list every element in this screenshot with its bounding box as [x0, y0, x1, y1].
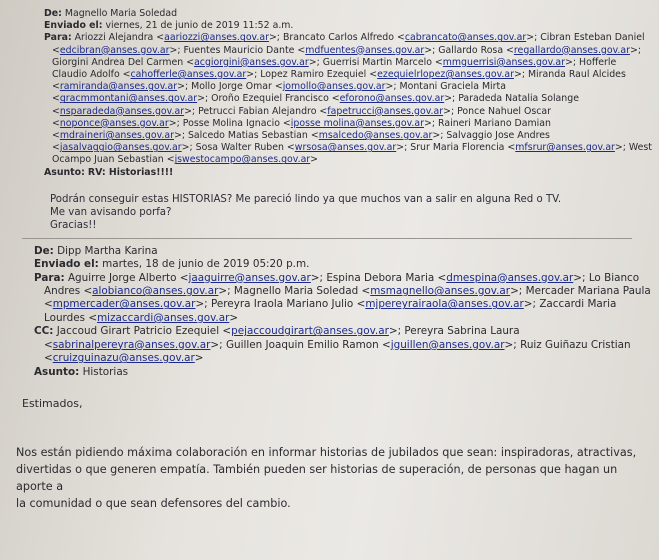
recipient-email-link[interactable]: msmagnello@anses.gov.ar: [370, 285, 511, 298]
recipient-name: West Ocampo Juan Sebastian: [52, 142, 652, 166]
sent-date: viernes, 21 de junio de 2019 11:52 a.m.: [105, 20, 294, 32]
recipient-name: Ponce Nahuel Oscar: [457, 105, 552, 117]
recipient-email-link[interactable]: edcibran@anses.gov.ar: [59, 44, 170, 56]
recipients: Ariozzi Alejandra <aariozzi@anses.gov.ar>; Brancato Carlos Alfredo <cabrancato@anses.gov.ar>; Cibran Esteban Daniel <edcibran@anses.gov.ar>; Fuentes Mauricio Dante <mdfuentes@anses.gov.ar>; Gallardo Rosa <regallardo@anses.gov.ar>; Giorgini Andrea Del Carmen <acgiorgini@anses.gov.ar>; Guerrisi Martin Marcelo <mmguerrisi@anses.gov.ar>; Hofferle Claudio Adolfo <cahofferle@anses.gov.ar>; Lopez Ramiro Ezequiel <ezequielrlopez@anses.gov.ar>; Miranda Raul Alcides <ramiranda@anses.gov.ar>; Mollo Jorge Omar <jomollo@anses.gov.ar>; Montani Graciela Mirta <gracmmontani@anses.gov.ar>; Oroño Ezequiel Francisco <eforono@anses.gov.ar>; Paradeda Natalia Solange <nsparadeda@anses.gov.ar>; Petrucci Fabian Alejandro <fapetrucci@anses.gov.ar>; Ponce Nahuel Oscar <noponce@anses.gov.ar>; Posse Molina Ignacio <iposse molina@anses.gov.ar>; Raineri Mariano Damian <mdraineri@anses.gov.ar>; Salcedo Matias Sebastian <msalcedo@anses.gov.ar>; Salvaggio Jose Andres <jasalvaggio@anses.gov.ar>; Sosa Walter Ruben <wrsosa@anses.gov.ar>; Srur Maria Florencia <mfsrur@anses.gov.ar>; West Ocampo Juan Sebastian <jswestocampo@anses.gov.ar>: [52, 32, 652, 166]
recipient-email-link[interactable]: mmguerrisi@anses.gov.ar: [442, 56, 566, 68]
recipient-name: Sosa Walter Ruben: [195, 142, 284, 154]
recipient-email-link[interactable]: acgiorgini@anses.gov.ar: [194, 56, 309, 68]
body-line: divertidas o que generen empatía. También pueden ser historias de superación, de personas que hagan un aporte a: [16, 462, 618, 493]
sent-date: martes, 18 de junio de 2019 05:20 p.m.: [102, 258, 310, 271]
recipient-email-link[interactable]: cahofferle@anses.gov.ar: [130, 69, 247, 81]
sender-name: Dipp Martha Karina: [57, 244, 158, 257]
recipient-email-link[interactable]: jaaguirre@anses.gov.ar: [188, 271, 311, 284]
recipient-name: Magnello Maria Soledad: [233, 285, 359, 298]
recipient-email-link[interactable]: ramiranda@anses.gov.ar: [59, 81, 178, 93]
recipient-name: Petrucci Fabian Alejandro: [198, 105, 317, 117]
recipient-email-link[interactable]: eforono@anses.gov.ar: [339, 93, 445, 105]
recipient-email-link[interactable]: mfsrur@anses.gov.ar: [515, 142, 615, 154]
recipient-name: Posse Molina Ignacio: [182, 117, 280, 129]
body-line: Podrán conseguir estas HISTORIAS? Me pareció lindo ya que muchos van a salir en alguna Red o TV.: [50, 193, 562, 205]
recipient-name: Montani Graciela Mirta: [399, 81, 506, 93]
recipient-name: Ariozzi Alejandra: [74, 32, 154, 44]
recipient-name: Espina Debora Maria: [326, 271, 435, 284]
recipient-email-link[interactable]: mizaccardi@anses.gov.ar: [97, 311, 230, 324]
recipient-name: Miranda Raul Alcides: [527, 69, 626, 81]
recipient-email-link[interactable]: pejaccoudgirart@anses.gov.ar: [231, 325, 389, 338]
recipient-name: Ruiz Guiñazu Cristian: [520, 338, 631, 351]
recipient-name: Salvaggio Jose Andres: [446, 130, 550, 142]
recipient-email-link[interactable]: aariozzi@anses.gov.ar: [164, 32, 269, 44]
email-printout: [16, 8, 652, 512]
recipient-email-link[interactable]: jswestocampo@anses.gov.ar: [174, 154, 311, 166]
recipient-email-link[interactable]: mjpereyrairaola@anses.gov.ar: [365, 298, 524, 311]
recipient-email-link[interactable]: mpmercader@anses.gov.ar: [52, 298, 196, 311]
divider: [22, 238, 632, 239]
recipient-email-link[interactable]: fapetrucci@anses.gov.ar: [327, 105, 444, 117]
sent-line: Enviado el: viernes, 21 de junio de 2019 11:52 a.m.: [44, 20, 294, 32]
recipient-email-link[interactable]: iposse molina@anses.gov.ar: [290, 117, 425, 129]
recipient-name: Fuentes Mauricio Dante: [183, 44, 295, 56]
recipient-name: Srur Maria Florencia: [410, 142, 505, 154]
original-email-body: [16, 444, 656, 512]
body-line: Nos están pidiendo máxima colaboración en informar historias de jubilados que sean: inspiradoras, atractivas,: [16, 445, 637, 459]
recipient-name: Lopez Ramiro Ezequiel: [260, 69, 367, 81]
recipient-email-link[interactable]: sabrinalpereyra@anses.gov.ar: [52, 338, 211, 351]
recipient-email-link[interactable]: alobianco@anses.gov.ar: [92, 285, 219, 298]
greeting: Estimados,: [22, 396, 83, 410]
cc-recipients: Jaccoud Girart Patricio Ezequiel <pejaccoudgirart@anses.gov.ar>; Pereyra Sabrina Laura <sabrinalpereyra@anses.gov.ar>; Guillen Joaquin Emilio Ramon <jguillen@anses.gov.ar>; Ruiz Guiñazu Cristian <cruizguinazu@anses.gov.ar>: [44, 325, 631, 365]
recipient-name: Aguirre Jorge Alberto: [67, 271, 177, 284]
recipient-email-link[interactable]: nsparadeda@anses.gov.ar: [59, 105, 185, 117]
recipient-email-link[interactable]: dmespina@anses.gov.ar: [446, 271, 574, 284]
to-list: Para: Aguirre Jorge Alberto <jaaguirre@anses.gov.ar>; Espina Debora Maria <dmespina@anses.gov.ar>; Lo Bianco Andres <alobianco@anses.gov.ar>; Magnello Maria Soledad <msmagnello@anses.gov.ar>; Mercader Mariana Paula <mpmercader@anses.gov.ar>; Pereyra Iraola Mariano Julio <mjpereyrairaola@anses.gov.ar>; Zaccardi Maria Lourdes <mizaccardi@anses.gov.ar>: [34, 271, 651, 324]
recipient-name: Giorgini Andrea Del Carmen: [52, 56, 184, 68]
subject-line: Asunto: Historias: [34, 365, 129, 378]
recipient-name: Guillen Joaquin Emilio Ramon: [225, 338, 379, 351]
subject-line: Asunto: RV: Historias!!!!: [44, 166, 174, 178]
recipient-name: Salcedo Matias Sebastian: [187, 130, 308, 142]
recipient-name: Guerrisi Martin Marcelo: [322, 56, 432, 68]
recipient-name: Pereyra Sabrina Laura: [404, 325, 520, 338]
recipient-name: Lo Bianco Andres: [44, 271, 640, 298]
recipient-email-link[interactable]: cabrancato@anses.gov.ar: [404, 32, 527, 44]
from-line: De: Magnello Maria Soledad: [44, 8, 178, 19]
cc-list: CC: Jaccoud Girart Patricio Ezequiel <pejaccoudgirart@anses.gov.ar>; Pereyra Sabrina Laura <sabrinalpereyra@anses.gov.ar>; Guillen Joaquin Emilio Ramon <jguillen@anses.gov.ar>; Ruiz Guiñazu Cristian <cruizguinazu@anses.gov.ar>: [34, 325, 631, 365]
body-line: Gracias!!: [50, 219, 97, 231]
recipient-name: Zaccardi Maria Lourdes: [44, 298, 617, 324]
sender-name: Magnello Maria Soledad: [64, 8, 178, 19]
recipient-name: Mollo Jorge Omar: [191, 81, 272, 93]
recipient-name: Jaccoud Girart Patricio Ezequiel: [56, 325, 220, 338]
recipient-email-link[interactable]: gracmmontani@anses.gov.ar: [59, 93, 198, 105]
recipient-email-link[interactable]: jomollo@anses.gov.ar: [282, 81, 386, 93]
recipients-list: Para: Ariozzi Alejandra <aariozzi@anses.gov.ar>; Brancato Carlos Alfredo <cabrancato@anses.gov.ar>; Cibran Esteban Daniel <edcibran@anses.gov.ar>; Fuentes Mauricio Dante <mdfuentes@anses.gov.ar>; Gallardo Rosa <regallardo@anses.gov.ar>; Giorgini Andrea Del Carmen <acgiorgini@anses.gov.ar>; Guerrisi Martin Marcelo <mmguerrisi@anses.gov.ar>; Hofferle Claudio Adolfo <cahofferle@anses.gov.ar>; Lopez Ramiro Ezequiel <ezequielrlopez@anses.gov.ar>; Miranda Raul Alcides <ramiranda@anses.gov.ar>; Mollo Jorge Omar <jomollo@anses.gov.ar>; Montani Graciela Mirta <gracmmontani@anses.gov.ar>; Oroño Ezequiel Francisco <eforono@anses.gov.ar>; Paradeda Natalia Solange <nsparadeda@anses.gov.ar>; Petrucci Fabian Alejandro <fapetrucci@anses.gov.ar>; Ponce Nahuel Oscar <noponce@anses.gov.ar>; Posse Molina Ignacio <iposse molina@anses.gov.ar>; Raineri Mariano Damian <mdraineri@anses.gov.ar>; Salcedo Matias Sebastian <msalcedo@anses.gov.ar>; Salvaggio Jose Andres <jasalvaggio@anses.gov.ar>; Sosa Walter Ruben <wrsosa@anses.gov.ar>; Srur Maria Florencia <mfsrur@anses.gov.ar>; West Ocampo Juan Sebastian <jswestocampo@anses.gov.ar>: [44, 32, 652, 166]
recipient-name: Gallardo Rosa: [438, 44, 504, 56]
sent-line: Enviado el: martes, 18 de junio de 2019 05:20 p.m.: [34, 258, 310, 271]
recipient-email-link[interactable]: mdfuentes@anses.gov.ar: [305, 44, 425, 56]
recipient-name: Cibran Esteban Daniel: [540, 32, 645, 44]
recipient-email-link[interactable]: ezequielrlopez@anses.gov.ar: [377, 69, 514, 81]
subject: Historias: [82, 365, 129, 378]
original-email-header: [22, 245, 652, 379]
recipient-email-link[interactable]: regallardo@anses.gov.ar: [513, 44, 631, 56]
recipient-email-link[interactable]: jasalvaggio@anses.gov.ar: [59, 142, 182, 154]
recipient-email-link[interactable]: mdraineri@anses.gov.ar: [59, 130, 174, 142]
recipients: Aguirre Jorge Alberto <jaaguirre@anses.gov.ar>; Espina Debora Maria <dmespina@anses.gov.ar>; Lo Bianco Andres <alobianco@anses.gov.ar>; Magnello Maria Soledad <msmagnello@anses.gov.ar>; Mercader Mariana Paula <mpmercader@anses.gov.ar>; Pereyra Iraola Mariano Julio <mjpereyrairaola@anses.gov.ar>; Zaccardi Maria Lourdes <mizaccardi@anses.gov.ar>: [44, 271, 651, 324]
recipient-name: Pereyra Iraola Mariano Julio: [210, 298, 354, 311]
body-line: Me van avisando porfa?: [50, 206, 172, 218]
recipient-name: Raineri Mariano Damian: [438, 117, 551, 129]
forwarded-email-header: [22, 8, 652, 179]
recipient-email-link[interactable]: noponce@anses.gov.ar: [59, 117, 169, 129]
from-line: De: Dipp Martha Karina: [34, 244, 158, 257]
recipient-name: Hofferle Claudio Adolfo: [52, 56, 617, 81]
recipient-email-link[interactable]: jguillen@anses.gov.ar: [390, 338, 505, 351]
recipient-name: Paradeda Natalia Solange: [458, 93, 579, 105]
recipient-name: Oroño Ezequiel Francisco: [211, 93, 329, 105]
recipient-email-link[interactable]: wrsosa@anses.gov.ar: [294, 142, 397, 154]
recipient-name: Mercader Mariana Paula: [525, 285, 651, 298]
recipient-email-link[interactable]: cruizguinazu@anses.gov.ar: [52, 352, 195, 365]
subject: RV: Historias!!!!: [87, 166, 174, 178]
forwarded-email-body: [50, 193, 652, 232]
recipient-name: Brancato Carlos Alfredo: [282, 32, 394, 44]
recipient-email-link[interactable]: msalcedo@anses.gov.ar: [318, 130, 433, 142]
body-line: la comunidad o que sean defensores del cambio.: [16, 496, 291, 510]
